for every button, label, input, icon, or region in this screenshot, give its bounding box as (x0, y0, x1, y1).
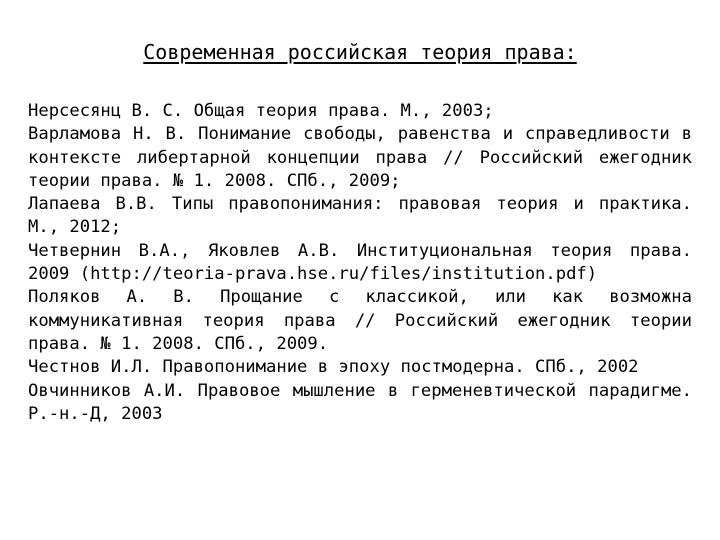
reference-list (28, 100, 692, 426)
reference-item: Лапаева В.В. Типы правопонимания: правовая теория и практика. М., 2012; (28, 194, 692, 238)
reference-item: Варламова Н. В. Понимание свободы, равенства и справедливости в контексте либертарной концепции права // Российский ежегодник теории права. № 1. 2008. СПб., 2009; (28, 124, 692, 191)
reference-item: Овчинников А.И. Правовое мышление в герменевтической парадигме. Р.-н.-Д, 2003 (28, 380, 692, 424)
reference-item: Поляков А. В. Прощание с классикой, или как возможна коммуникативная теория права // Российский ежегодник теории права. № 1. 2008. СПб., 2009. (28, 287, 692, 354)
reference-item: Четвернин В.А., Яковлев А.В. Институциональная теория права. 2009 (http://teoria-prava.hse.ru/files/institution.pdf) (28, 240, 692, 285)
reference-item: Честнов И.Л. Правопонимание в эпоху постмодерна. СПб., 2002 (28, 357, 639, 378)
slide-title: Современная российская теория права: (143, 40, 577, 64)
reference-item: Нерсесянц В. С. Общая теория права. М., 2003; (28, 101, 494, 121)
